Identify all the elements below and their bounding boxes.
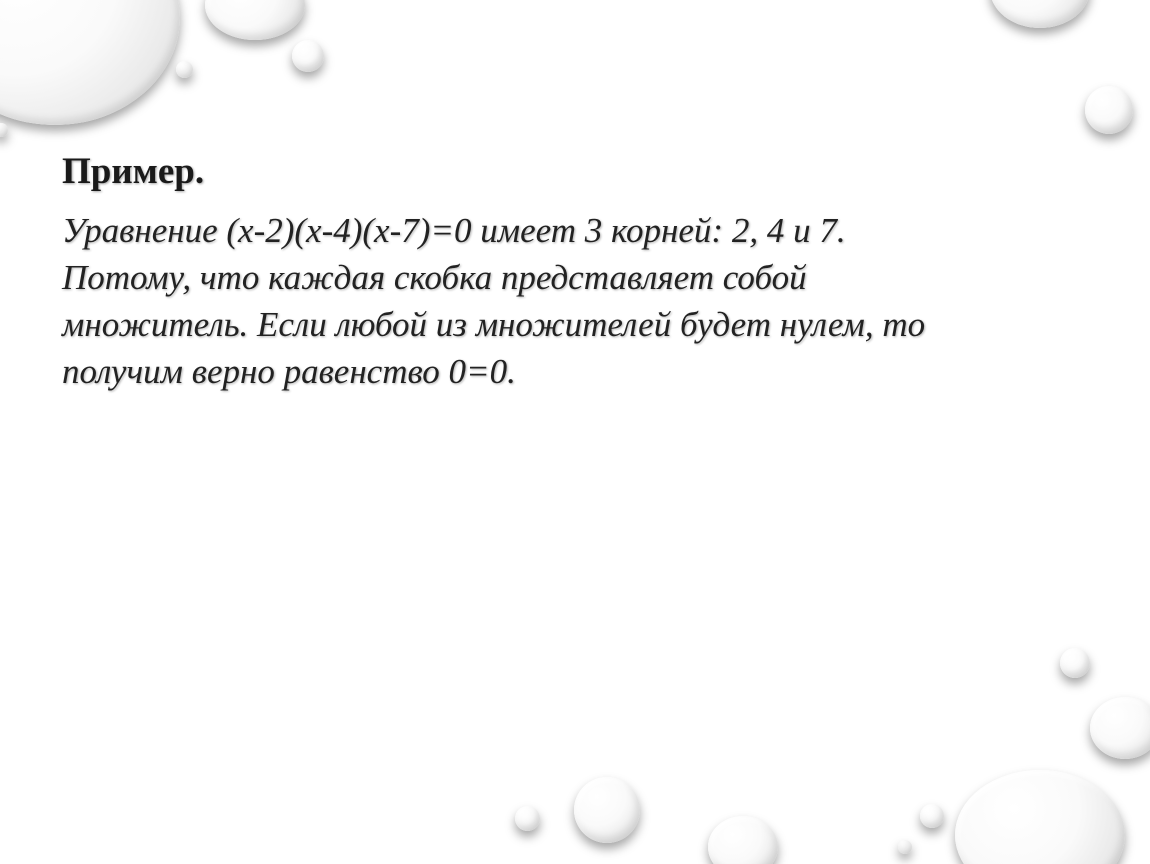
water-drop-decoration — [708, 816, 778, 864]
slide-body — [62, 207, 1052, 395]
water-drop-decoration — [898, 840, 912, 854]
water-drop-decoration — [955, 770, 1125, 864]
water-drop-decoration — [920, 804, 944, 828]
body-line: множитель. Если любой из множителей будет нулем, то — [62, 305, 926, 344]
water-drop-decoration — [292, 40, 324, 72]
slide-title: Пример. — [62, 151, 205, 192]
water-drop-decoration — [1060, 648, 1090, 678]
water-drop-decoration — [574, 777, 640, 843]
body-line: Уравнение (x-2)(x-4)(x-7)=0 имеет 3 корней: 2, 4 и 7. — [62, 211, 846, 250]
water-drop-decoration — [0, 0, 180, 125]
water-drop-decoration — [1085, 86, 1133, 134]
body-line: получим верно равенство 0=0. — [62, 352, 516, 391]
water-drop-decoration — [205, 0, 305, 40]
water-drop-decoration — [990, 0, 1090, 28]
water-drop-decoration — [515, 806, 540, 831]
water-drop-decoration — [0, 123, 8, 137]
water-drop-decoration — [176, 61, 193, 78]
water-drop-decoration — [1090, 697, 1150, 759]
body-line: Потому, что каждая скобка представляет собой — [62, 258, 807, 297]
